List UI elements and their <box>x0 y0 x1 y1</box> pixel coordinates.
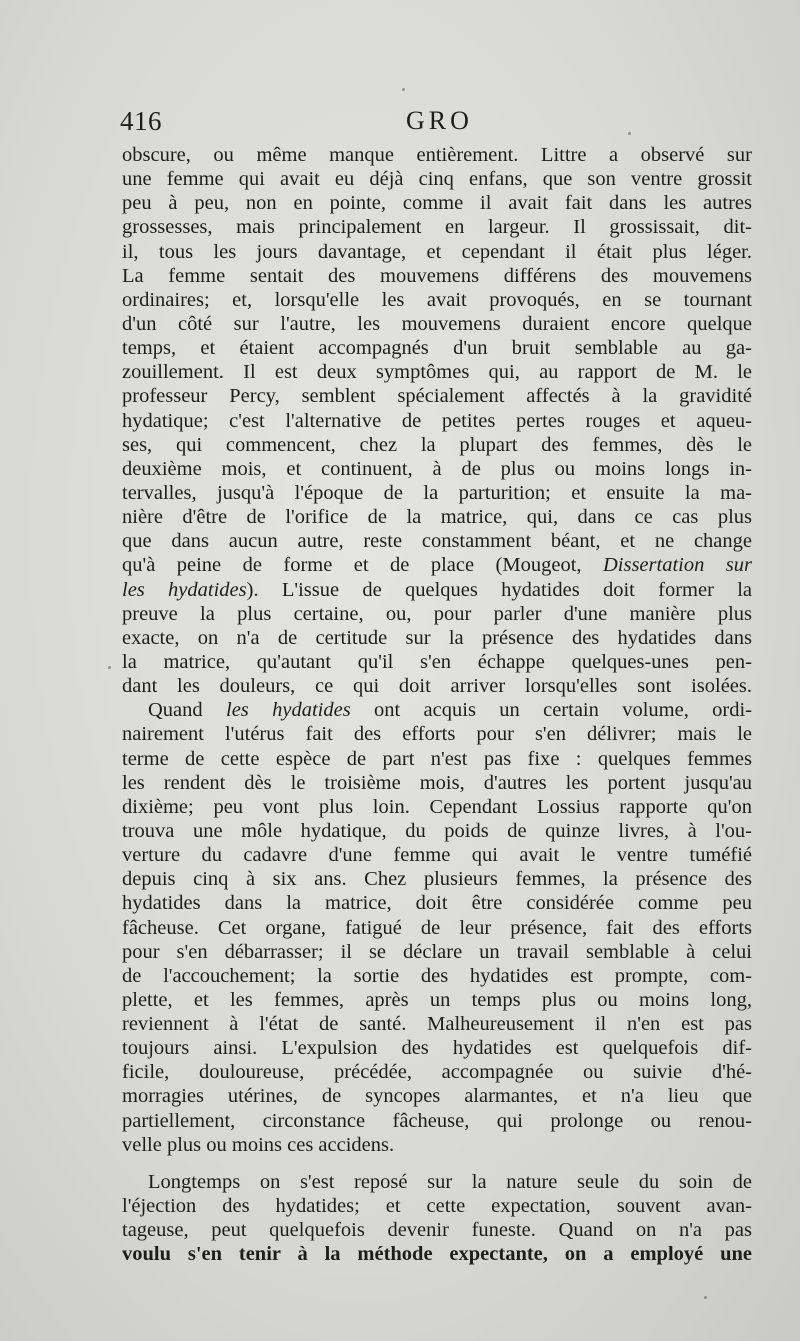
text-line: grossesses, mais principalement en largeur. Il grossissait, dit- <box>122 216 752 239</box>
text-line: reviennent à l'état de santé. Malheureusement il n'en est pas <box>122 1013 752 1036</box>
body-text <box>122 143 752 1266</box>
text-line: qu'à peine de forme et de place (Mougeot, Dissertation sur <box>122 554 752 577</box>
text-line: peu à peu, non en pointe, comme il avait fait dans les autres <box>122 192 752 215</box>
page-header <box>118 106 758 140</box>
text-line: obscure, ou même manque entièrement. Littre a observé sur <box>122 144 752 166</box>
text-line: verture du cadavre d'une femme qui avait le ventre tuméfié <box>122 844 752 867</box>
text-line: nairement l'utérus fait des efforts pour s'en délivrer; mais le <box>122 723 752 746</box>
text-line: nière d'être de l'orifice de la matrice, qui, dans ce cas plus <box>122 506 752 529</box>
text-line: voulu s'en tenir à la méthode expectante, on a employé une <box>122 1243 752 1266</box>
text-line: exacte, on n'a de certitude sur la présence des hydatides dans <box>122 626 752 649</box>
text-line: Longtemps on s'est reposé sur la nature seule du soin de <box>148 1170 752 1193</box>
page-number: 416 <box>120 106 162 136</box>
text-line: tageuse, peut quelquefois devenir funeste. Quand on n'a pas <box>122 1219 752 1242</box>
paragraph-2 <box>122 698 752 1157</box>
paragraph-1 <box>122 143 752 698</box>
text-line: Quand les hydatides ont acquis un certain volume, ordi- <box>148 699 753 722</box>
text-line: deuxième mois, et continuent, à de plus ou moins longs in- <box>122 457 752 480</box>
text-line: trouva une môle hydatique, du poids de quinze livres, à l'ou- <box>122 819 752 842</box>
text-line: velle plus ou moins ces accidens. <box>122 1133 395 1156</box>
text-line: ses, qui commencent, chez la plupart des femmes, dès le <box>122 433 752 456</box>
text-line: une femme qui avait eu déjà cinq enfans, que son ventre grossit <box>122 168 752 191</box>
text-line: partiellement, circonstance fâcheuse, qui prolonge ou renou- <box>122 1109 752 1132</box>
text-line: tervalles, jusqu'à l'époque de la parturition; et ensuite la ma- <box>122 481 752 504</box>
text-line: hydatique; c'est l'alternative de petites pertes rouges et aqueu- <box>122 409 752 432</box>
text-line: dixième; peu vont plus loin. Cependant Lossius rapporte qu'on <box>122 795 752 818</box>
text-line: toujours ainsi. L'expulsion des hydatides est quelquefois dif- <box>122 1037 752 1060</box>
text-line: morragies utérines, de syncopes alarmantes, et n'a lieu que <box>122 1085 752 1108</box>
text-line: la matrice, qu'autant qu'il s'en échappe quelques-unes pen- <box>122 650 752 673</box>
text-line: que dans aucun autre, reste constamment béant, et ne change <box>122 530 752 553</box>
text-line: depuis cinq à six ans. Chez plusieurs femmes, la présence des <box>122 868 752 891</box>
text-line: les rendent dès le troisième mois, d'autres les portent jusqu'au <box>122 771 752 794</box>
text-line: La femme sentait des mouvemens différens des mouvemens <box>122 264 752 287</box>
text-line: les hydatides). L'issue de quelques hydatides doit former la <box>122 578 752 601</box>
text-line: ordinaires; et, lorsqu'elle les avait provoqués, en se tournant <box>122 288 752 311</box>
text-line: l'éjection des hydatides; et cette expectation, souvent avan- <box>122 1195 752 1218</box>
paragraph-3 <box>122 1170 752 1267</box>
text-line: ficile, douloureuse, précédée, accompagnée ou suivie d'hé- <box>122 1061 752 1084</box>
text-line: zouillement. Il est deux symptômes qui, au rapport de M. le <box>122 361 752 384</box>
text-line: de l'accouchement; la sortie des hydatides est prompte, com- <box>122 964 752 987</box>
text-line: plette, et les femmes, après un temps plus ou moins long, <box>122 988 752 1011</box>
text-line: hydatides dans la matrice, doit être considérée comme peu <box>122 892 752 915</box>
text-line: dant les douleurs, ce qui doit arriver lorsqu'elles sont isolées. <box>122 675 752 698</box>
text-line: temps, et étaient accompagnés d'un bruit semblable au ga- <box>122 337 752 360</box>
text-line: professeur Percy, semblent spécialement affectés à la gravidité <box>122 385 752 408</box>
running-head: GRO <box>406 106 473 135</box>
text-line: il, tous les jours davantage, et cependant il était plus léger. <box>122 240 752 263</box>
text-line: d'un côté sur l'autre, les mouvemens duraient encore quelque <box>122 312 752 335</box>
text-line: fâcheuse. Cet organe, fatigué de leur présence, fait des efforts <box>122 916 752 939</box>
text-line: pour s'en débarrasser; il se déclare un travail semblable à celui <box>122 940 752 963</box>
text-line: preuve la plus certaine, ou, pour parler d'une manière plus <box>122 602 752 625</box>
text-line: terme de cette espèce de part n'est pas fixe : quelques femmes <box>122 747 752 770</box>
